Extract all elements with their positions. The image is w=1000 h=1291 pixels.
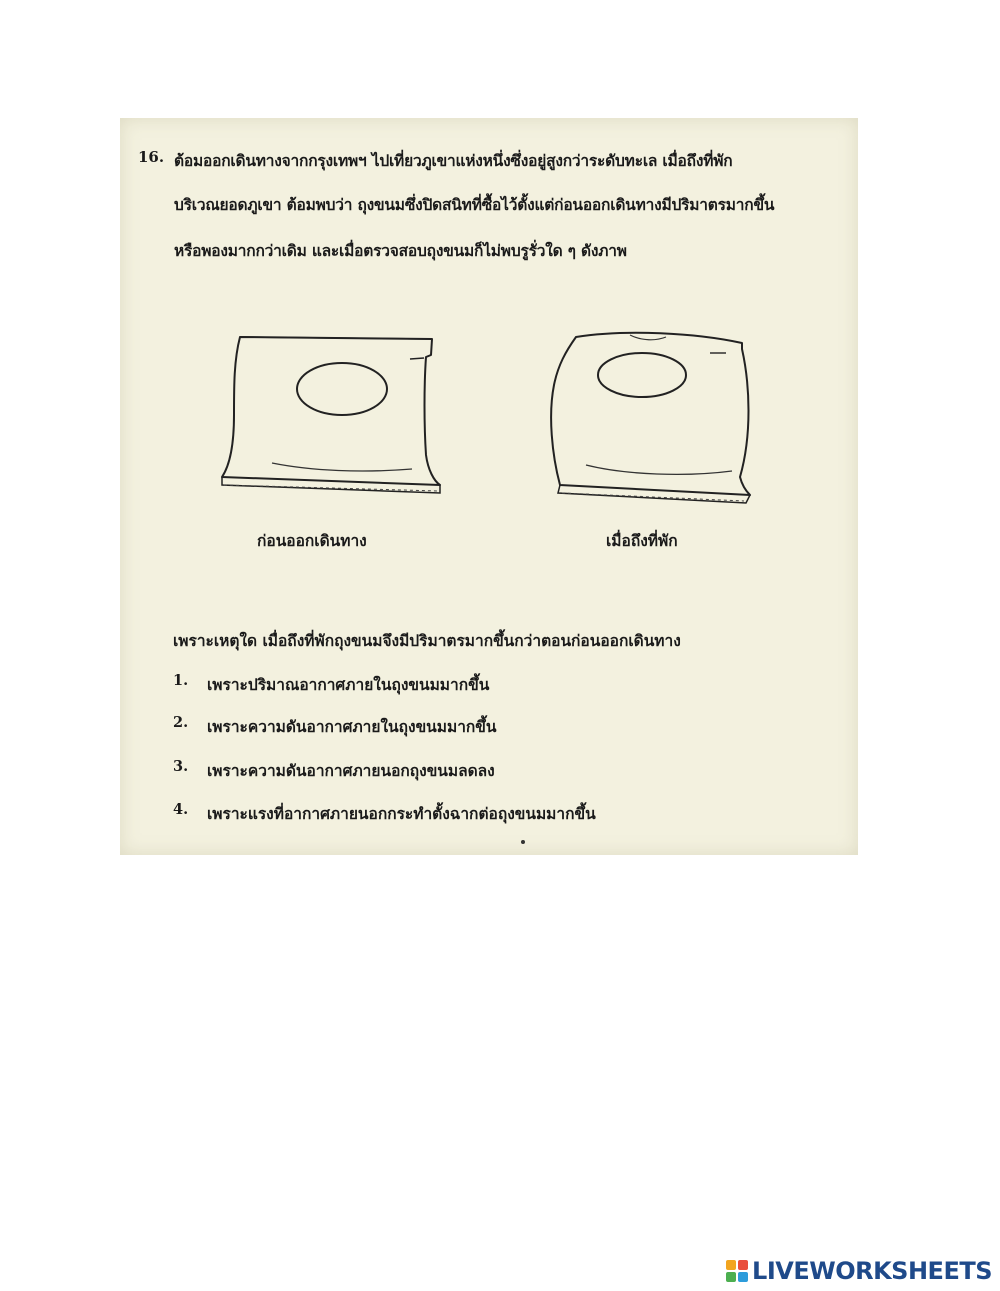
caption-after: เมื่อถึงที่พัก	[606, 531, 678, 550]
logo-tile-1	[726, 1260, 736, 1270]
option-text: เพราะแรงที่อากาศภายนอกกระทำตั้งฉากต่อถุงขนมมากขึ้น	[207, 804, 596, 823]
answer-option-1[interactable]	[173, 672, 773, 696]
answer-option-4[interactable]	[173, 801, 773, 825]
liveworksheets-logo-icon	[726, 1260, 748, 1282]
liveworksheets-brand[interactable]	[726, 1255, 992, 1287]
answer-option-3[interactable]	[173, 758, 773, 782]
scan-speck	[521, 840, 525, 844]
logo-tile-4	[738, 1272, 748, 1282]
option-number: 4.	[173, 801, 189, 818]
question-line-3: หรือพองมากกว่าเดิม และเมื่อตรวจสอบถุงขนมก็ไม่พบรูรั่วใด ๆ ดังภาพ	[174, 241, 627, 260]
option-text: เพราะปริมาณอากาศภายในถุงขนมมากขึ้น	[207, 675, 490, 694]
question-number: 16.	[138, 148, 165, 166]
option-number: 3.	[173, 758, 189, 775]
question-stem: เพราะเหตุใด เมื่อถึงที่พักถุงขนมจึงมีปริมาตรมากขึ้นกว่าตอนก่อนออกเดินทาง	[173, 631, 681, 650]
caption-before: ก่อนออกเดินทาง	[257, 531, 367, 550]
option-number: 2.	[173, 714, 189, 731]
brand-name: LIVEWORKSHEETS	[752, 1257, 992, 1285]
logo-tile-2	[738, 1260, 748, 1270]
option-number: 1.	[173, 672, 189, 689]
question-line-1: ต้อมออกเดินทางจากกรุงเทพฯ ไปเที่ยวภูเขาแห่งหนึ่งซึ่งอยู่สูงกว่าระดับทะเล เมื่อถึงที่พัก	[174, 151, 733, 170]
logo-tile-3	[726, 1272, 736, 1282]
question-line-2: บริเวณยอดภูเขา ต้อมพบว่า ถุงขนมซึ่งปิดสนิทที่ซื้อไว้ตั้งแต่ก่อนออกเดินทางมีปริมาตรมากขึ้น	[174, 195, 775, 214]
option-text: เพราะความดันอากาศภายในถุงขนมมากขึ้น	[207, 717, 497, 736]
answer-option-2[interactable]	[173, 714, 773, 738]
bag-after-illustration	[546, 325, 756, 505]
bag-before-illustration	[212, 325, 452, 505]
option-text: เพราะความดันอากาศภายนอกถุงขนมลดลง	[207, 761, 495, 780]
